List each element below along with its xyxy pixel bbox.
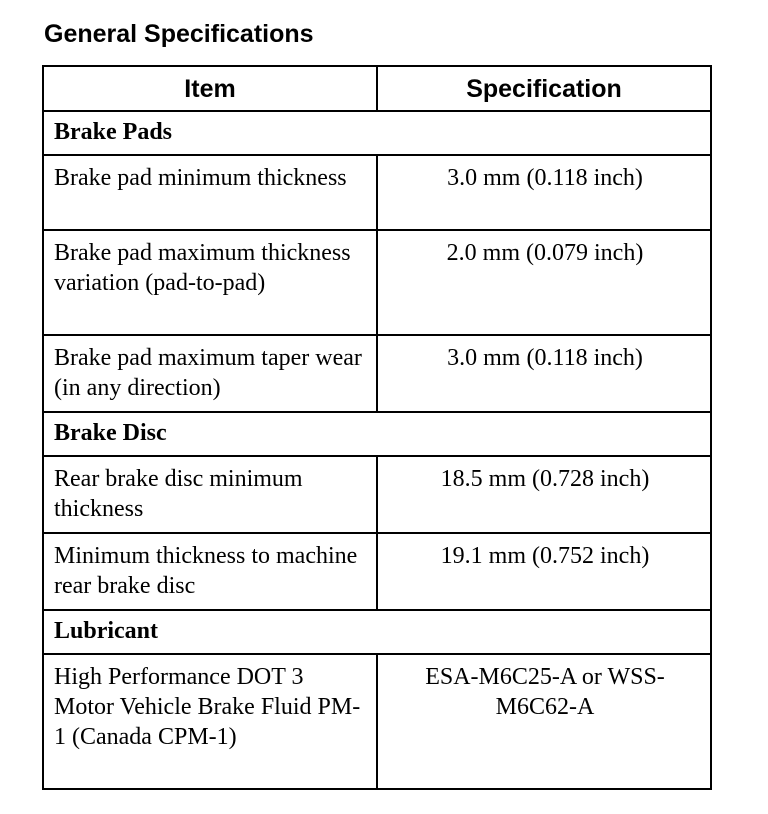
table-row	[43, 533, 711, 610]
column-header-specification: Specification	[377, 66, 711, 111]
table-row	[43, 335, 711, 412]
specification-cell: 3.0 mm (0.118 inch)	[377, 335, 711, 412]
specification-cell: 2.0 mm (0.079 inch)	[377, 230, 711, 335]
section-heading: Brake Pads	[43, 111, 711, 155]
specification-cell: 18.5 mm (0.728 inch)	[377, 456, 711, 533]
table-row	[43, 155, 711, 230]
specification-cell: 3.0 mm (0.118 inch)	[377, 155, 711, 230]
table-row	[43, 456, 711, 533]
item-cell: Brake pad maximum thickness variation (pad-to-pad)	[43, 230, 377, 335]
section-row-brake-pads	[43, 111, 711, 155]
section-row-brake-disc	[43, 412, 711, 456]
specification-cell: 19.1 mm (0.752 inch)	[377, 533, 711, 610]
section-row-lubricant	[43, 610, 711, 654]
table-header-row	[43, 66, 711, 111]
item-cell: Brake pad minimum thickness	[43, 155, 377, 230]
item-cell: Minimum thickness to machine rear brake disc	[43, 533, 377, 610]
item-cell: High Performance DOT 3 Motor Vehicle Brake Fluid PM-1 (Canada CPM-1)	[43, 654, 377, 789]
table-row	[43, 654, 711, 789]
column-header-item: Item	[43, 66, 377, 111]
section-heading: Brake Disc	[43, 412, 711, 456]
table-row	[43, 230, 711, 335]
section-heading: Lubricant	[43, 610, 711, 654]
item-cell: Rear brake disc minimum thickness	[43, 456, 377, 533]
item-cell: Brake pad maximum taper wear (in any direction)	[43, 335, 377, 412]
specification-cell: ESA-M6C25-A or WSS-M6C62-A	[377, 654, 711, 789]
specifications-table	[42, 65, 712, 790]
page-title: General Specifications	[44, 20, 314, 48]
